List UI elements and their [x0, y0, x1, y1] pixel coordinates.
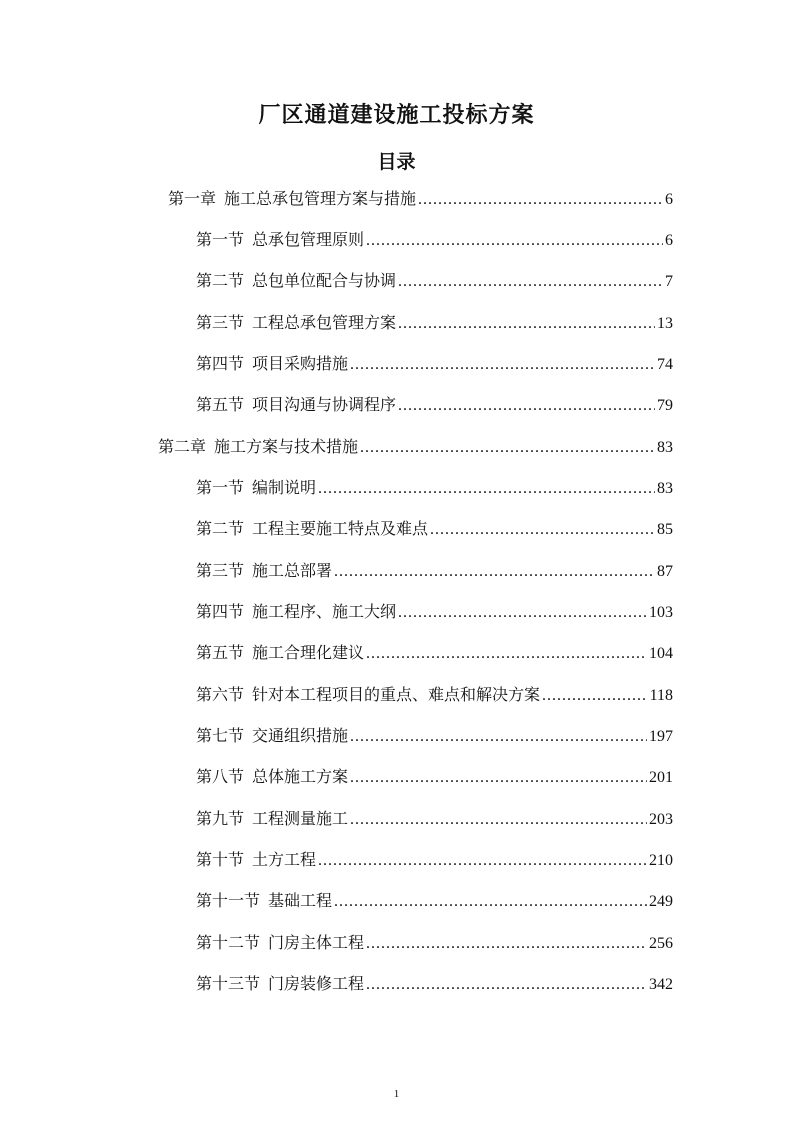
toc-entry-section[interactable]	[196, 475, 673, 499]
toc-leader-dots	[366, 935, 647, 953]
toc-entry-section[interactable]	[196, 723, 673, 747]
toc-leader-dots	[366, 976, 647, 994]
toc-entry-page: 87	[657, 563, 673, 580]
toc-entry-section[interactable]	[196, 847, 673, 871]
toc-entry-label: 第七节	[196, 726, 245, 745]
toc-entry-page: 6	[665, 232, 673, 249]
toc-entry-section[interactable]	[196, 310, 673, 334]
page-number: 1	[393, 1088, 400, 1100]
toc-entry-section[interactable]	[196, 930, 673, 954]
toc-leader-dots	[418, 191, 663, 209]
toc-entry-label: 第一章	[168, 189, 217, 208]
toc-entry-text: 施工程序、施工大纲	[252, 602, 397, 621]
toc-entry-page: 13	[657, 315, 673, 332]
toc-entry-page: 118	[649, 687, 673, 704]
toc-entry-text: 施工总承包管理方案与措施	[224, 189, 417, 208]
toc-entry-label: 第六节	[196, 685, 245, 704]
toc-entry-label: 第一节	[196, 478, 245, 497]
toc-entry-label: 第九节	[196, 809, 245, 828]
toc-entry-section[interactable]	[196, 806, 673, 830]
toc-entry-page: 85	[657, 521, 673, 538]
toc-leader-dots	[398, 397, 655, 415]
toc-entry-section[interactable]	[196, 682, 673, 706]
toc-entry-page: 203	[649, 811, 673, 828]
toc-entry-label: 第十一节	[196, 891, 261, 910]
toc-leader-dots	[398, 604, 647, 622]
toc-entry-text: 交通组织措施	[252, 726, 349, 745]
toc-entry-text: 编制说明	[252, 478, 317, 497]
toc-entry-section[interactable]	[196, 971, 673, 995]
toc-entry-page: 256	[649, 935, 673, 952]
toc-entry-section[interactable]	[196, 516, 673, 540]
toc-leader-dots	[360, 439, 655, 457]
toc-entry-section[interactable]	[196, 558, 673, 582]
toc-entry-label: 第十三节	[196, 974, 261, 993]
toc-entry-page: 210	[649, 852, 673, 869]
toc-entry-page: 197	[649, 728, 673, 745]
toc-entry-label: 第十节	[196, 850, 245, 869]
toc-leader-dots	[350, 769, 647, 787]
toc-leader-dots	[350, 356, 655, 374]
toc-entry-text: 项目沟通与协调程序	[252, 395, 397, 414]
toc-leader-dots	[398, 273, 663, 291]
toc-entry-text: 施工总部署	[252, 561, 333, 580]
toc-entry-page: 103	[649, 604, 673, 621]
toc-entry-label: 第三节	[196, 313, 245, 332]
toc-entry-label: 第三节	[196, 561, 245, 580]
toc-entry-text: 施工合理化建议	[252, 643, 365, 662]
toc-entry-text: 工程主要施工特点及难点	[252, 519, 429, 538]
toc-entry-section[interactable]	[196, 351, 673, 375]
toc-leader-dots	[334, 893, 647, 911]
toc-entry-label: 第四节	[196, 602, 245, 621]
toc-leader-dots	[430, 521, 655, 539]
toc-entry-label: 第五节	[196, 643, 245, 662]
toc-leader-dots	[350, 811, 647, 829]
toc-entry-text: 项目采购措施	[252, 354, 349, 373]
toc-entry-page: 104	[649, 645, 673, 662]
toc-entry-text: 工程总承包管理方案	[252, 313, 397, 332]
toc-entry-text: 基础工程	[268, 891, 333, 910]
toc-leader-dots	[334, 563, 655, 581]
toc-entry-section[interactable]	[196, 392, 673, 416]
toc-entry-page: 249	[649, 893, 673, 910]
toc-entry-page: 6	[665, 191, 673, 208]
toc-entry-label: 第一节	[196, 230, 245, 249]
toc-leader-dots	[542, 687, 648, 705]
toc-entry-label: 第二节	[196, 519, 245, 538]
toc-entry-section[interactable]	[196, 640, 673, 664]
toc-entry-page: 201	[649, 769, 673, 786]
toc-entry-label: 第四节	[196, 354, 245, 373]
toc-entry-section[interactable]	[196, 888, 673, 912]
toc-leader-dots	[366, 645, 647, 663]
toc-entry-text: 门房装修工程	[268, 974, 365, 993]
toc-entry-page: 83	[657, 480, 673, 497]
toc-leader-dots	[398, 315, 655, 333]
toc-entry-text: 土方工程	[252, 850, 317, 869]
toc-entry-chapter-1[interactable]	[168, 186, 673, 210]
toc-entry-text: 针对本工程项目的重点、难点和解决方案	[252, 685, 541, 704]
toc-entry-text: 门房主体工程	[268, 933, 365, 952]
toc-leader-dots	[318, 480, 655, 498]
toc-entry-text: 总承包管理原则	[252, 230, 365, 249]
toc-entry-section[interactable]	[196, 227, 673, 251]
toc-entry-label: 第八节	[196, 767, 245, 786]
toc-entry-section[interactable]	[196, 599, 673, 623]
toc-heading: 目录	[377, 151, 416, 173]
toc-leader-dots	[350, 728, 647, 746]
toc-entry-chapter-2[interactable]	[158, 434, 673, 458]
toc-entry-section[interactable]	[196, 764, 673, 788]
toc-entry-page: 79	[657, 397, 673, 414]
toc-entry-text: 总体施工方案	[252, 767, 349, 786]
toc-entry-label: 第十二节	[196, 933, 261, 952]
toc-entry-label: 第五节	[196, 395, 245, 414]
toc-entry-text: 施工方案与技术措施	[214, 437, 359, 456]
toc-entry-label: 第二章	[158, 437, 207, 456]
toc-entry-page: 83	[657, 439, 673, 456]
toc-leader-dots	[366, 232, 663, 250]
toc-entry-label: 第二节	[196, 271, 245, 290]
toc-entry-section[interactable]	[196, 268, 673, 292]
toc-leader-dots	[318, 852, 647, 870]
toc-entry-text: 总包单位配合与协调	[252, 271, 397, 290]
toc-entry-page: 342	[649, 976, 673, 993]
toc-entry-page: 7	[665, 273, 673, 290]
toc-entry-page: 74	[657, 356, 673, 373]
toc-entry-text: 工程测量施工	[252, 809, 349, 828]
document-title: 厂区通道建设施工投标方案	[258, 103, 535, 128]
